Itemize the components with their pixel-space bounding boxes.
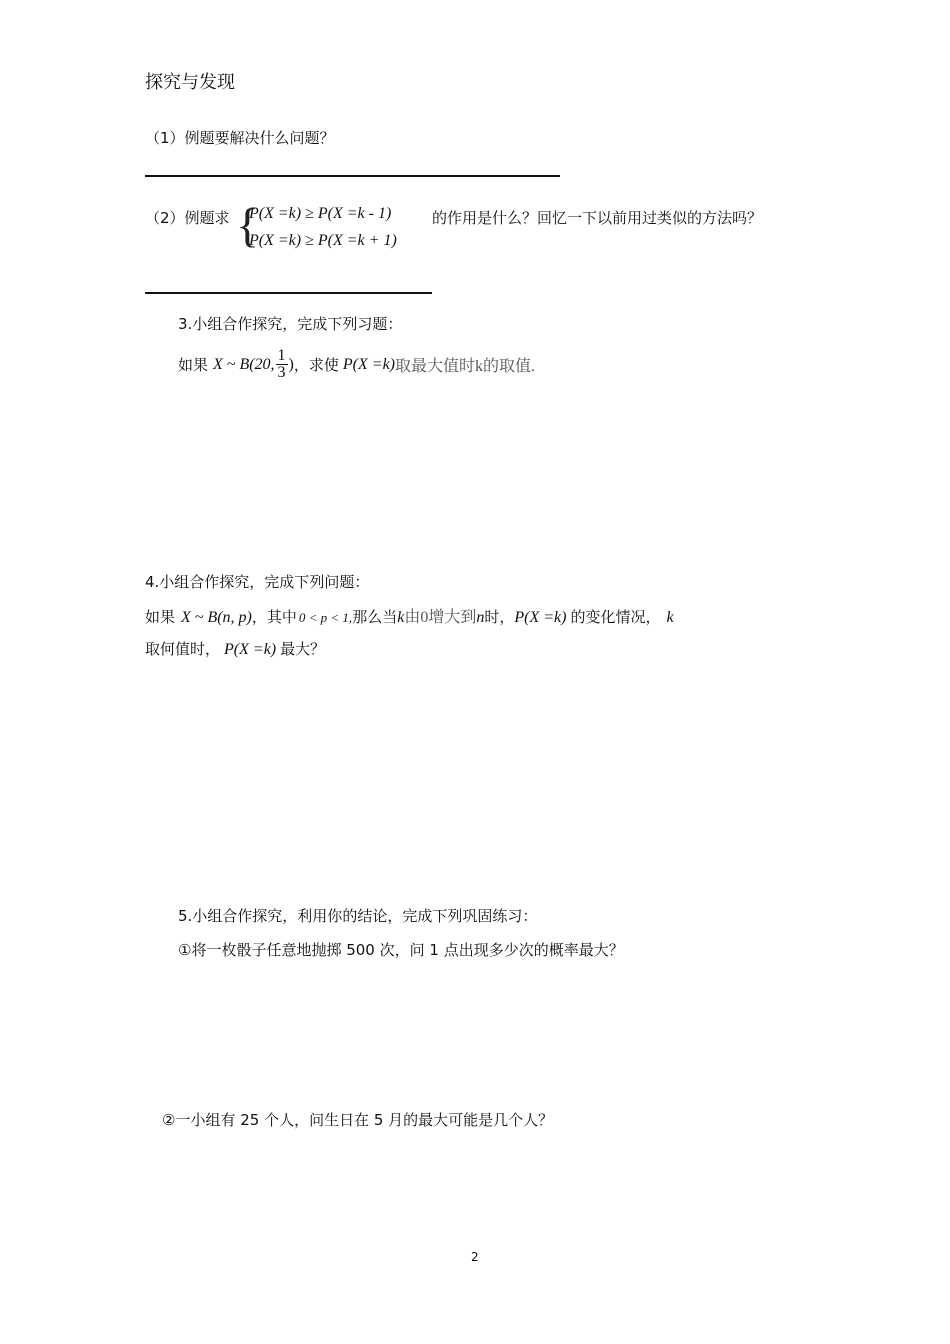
fraction-denominator: 3 (277, 364, 286, 381)
page-number: 2 (471, 1250, 479, 1264)
answer-line-2 (145, 292, 432, 294)
inequality-2: P(X =k) ≥ P(X =k + 1) (249, 232, 397, 249)
section-3-tail: 取最大值时k的取值. (395, 358, 536, 375)
fraction-numerator: 1 (277, 347, 286, 364)
binomial-dist-n-p: X ~ B(n, p) (181, 609, 252, 626)
p-condition: 0 < p < 1, (298, 610, 353, 625)
probability-expr-4b: P(X =k) (224, 641, 277, 658)
section-4-text-1: ，其中 (251, 608, 297, 626)
variable-n: n (476, 609, 485, 626)
fraction-one-third (276, 348, 288, 381)
section-3-heading: 3.小组合作探究，完成下列习题： (178, 315, 403, 333)
section-4-text-7: 最大？ (280, 640, 326, 658)
page-title: 探究与发现 (145, 72, 235, 93)
probability-expr-4: P(X =k) (514, 609, 567, 626)
exercise-1: ①将一枚骰子任意地抛掷 500 次，问 1 点出现多少次的概率最大？ (178, 941, 624, 959)
question-1: （1）例题要解决什么问题？ (145, 129, 335, 147)
variable-k-2: k (666, 609, 674, 626)
question-2-suffix: 的作用是什么？回忆一下以前用过类似的方法吗？ (432, 209, 763, 227)
section-5-heading: 5.小组合作探究，利用你的结论，完成下列巩固练习： (178, 907, 538, 925)
section-3-problem (178, 348, 535, 381)
section-4-text-3: 由0增大到 (404, 609, 477, 626)
answer-line-1 (145, 175, 560, 177)
section-4-text-6: 取何值时， (145, 640, 221, 658)
variable-k: k (397, 609, 405, 626)
binomial-close: ) (288, 355, 294, 373)
section-4-lead: 如果 (145, 608, 176, 626)
section-3-lead: 如果 (178, 356, 209, 374)
binomial-dist: X ~ B(20, (213, 355, 275, 373)
section-3-mid: ，求使 (293, 356, 339, 374)
section-4-text-2: 那么当 (352, 608, 398, 626)
left-brace: { (236, 199, 260, 252)
question-2-prefix: （2）例题求 (145, 209, 230, 227)
inequality-1: P(X =k) ≥ P(X =k - 1) (249, 205, 392, 222)
section-4-text-4: 时， (484, 608, 515, 626)
exercise-2: ②一小组有 25 个人，问生日在 5 月的最大可能是几个人？ (162, 1111, 554, 1129)
probability-expr: P(X =k) (342, 355, 395, 373)
section-4-line-1 (145, 604, 674, 627)
section-4-text-5: 的变化情况， (570, 608, 661, 626)
section-4-line-2 (145, 638, 325, 659)
section-4-heading: 4.小组合作探究，完成下列问题： (145, 573, 370, 591)
